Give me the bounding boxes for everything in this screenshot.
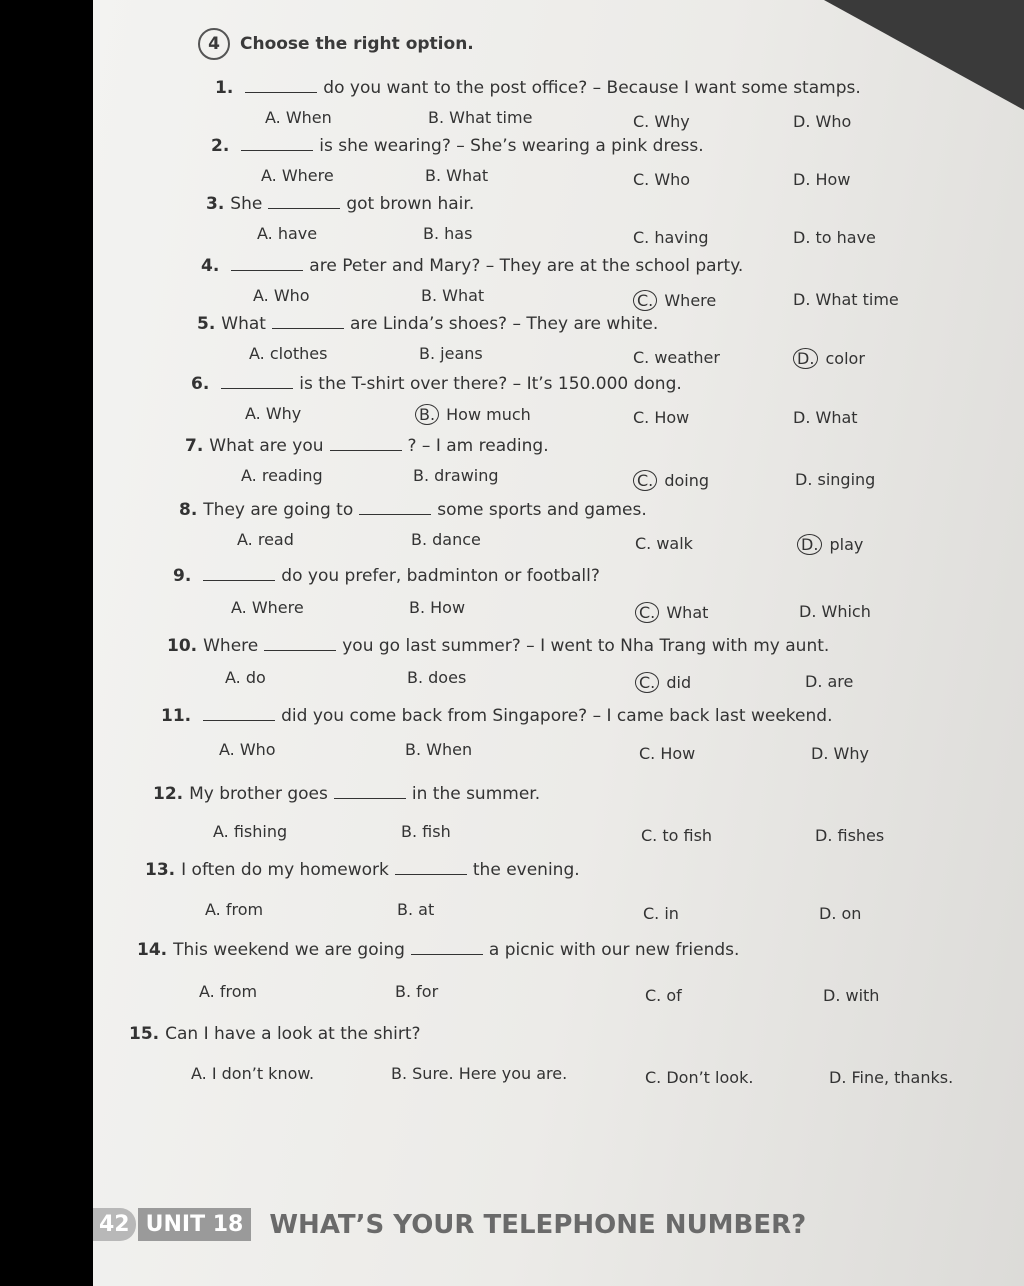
answer-option: A. from — [205, 900, 264, 919]
answer-option: B. has — [423, 224, 473, 243]
question-text: is the T-shirt over there? – It’s 150.000 dong. — [299, 374, 682, 394]
answer-option: C. Who — [633, 170, 691, 189]
question-line — [129, 1024, 421, 1044]
answer-option: A. Where — [261, 166, 334, 185]
answer-option: D. Why — [811, 744, 869, 763]
answer-option: A. have — [257, 224, 318, 243]
answer-option: C. How — [633, 408, 690, 427]
question-number: 11. — [161, 706, 192, 726]
answer-option: C. to fish — [641, 826, 713, 845]
question-text: are Linda’s shoes? – They are white. — [349, 314, 659, 334]
question-number: 1. — [215, 78, 234, 98]
answer-option: A. read — [237, 530, 294, 549]
section-heading: Choose the right option. — [240, 34, 474, 54]
answer-option: A. I don’t know. — [191, 1064, 315, 1083]
unit-title: WHAT’S YOUR TELEPHONE NUMBER? — [269, 1209, 807, 1240]
answer-blank — [221, 387, 293, 389]
question-text: ? – I am reading. — [407, 436, 549, 456]
question-text: I often do my homework — [181, 860, 389, 880]
circled-letter: C. — [635, 672, 659, 693]
answer-option: B. When — [405, 740, 473, 759]
question-text: do you prefer, badminton or football? — [281, 566, 600, 586]
answer-option: D. are — [805, 672, 854, 691]
answer-blank — [245, 91, 317, 93]
answer-option: C. Where — [633, 290, 716, 311]
page-footer — [93, 1208, 806, 1241]
answer-blank — [334, 797, 406, 799]
answer-option: A. clothes — [249, 344, 328, 363]
answer-option: C. Don’t look. — [645, 1068, 754, 1087]
answer-option: D. Fine, thanks. — [829, 1068, 954, 1087]
question-text: got brown hair. — [346, 194, 475, 214]
question-text: some sports and games. — [437, 500, 647, 520]
question-line — [211, 136, 704, 156]
answer-option: D. What — [793, 408, 858, 427]
answer-option: C. in — [643, 904, 679, 923]
unit-label: UNIT 18 — [138, 1208, 252, 1241]
question-number: 10. — [167, 636, 198, 656]
answer-option: C. doing — [633, 470, 709, 491]
answer-option: C. Why — [633, 112, 690, 131]
question-line — [153, 784, 540, 804]
question-number: 15. — [129, 1024, 160, 1044]
question-text: are Peter and Mary? – They are at the school party. — [309, 256, 744, 276]
question-line — [206, 194, 474, 214]
answer-option: C. What — [635, 602, 708, 623]
circled-letter: D. — [797, 534, 822, 555]
question-number: 2. — [211, 136, 230, 156]
circled-letter: B. — [415, 404, 439, 425]
question-number: 3. — [206, 194, 225, 214]
question-line — [173, 566, 600, 586]
question-number: 12. — [153, 784, 184, 804]
question-number: 9. — [173, 566, 192, 586]
question-line — [197, 314, 658, 334]
answer-option: D. color — [793, 348, 865, 369]
section-number-badge: 4 — [198, 28, 230, 60]
question-number: 14. — [137, 940, 168, 960]
question-text: you go last summer? – I went to Nha Trang with my aunt. — [342, 636, 830, 656]
question-line — [137, 940, 739, 960]
question-line — [191, 374, 682, 394]
answer-option: B. dance — [411, 530, 481, 549]
answer-option: B. How much — [415, 404, 531, 425]
answer-option: B. What — [425, 166, 489, 185]
answer-option: D. singing — [795, 470, 876, 489]
answer-option: A. When — [265, 108, 332, 127]
answer-blank — [272, 327, 344, 329]
question-text: This weekend we are going — [173, 940, 405, 960]
answer-option: A. fishing — [213, 822, 288, 841]
answer-option: C. having — [633, 228, 709, 247]
question-text: the evening. — [472, 860, 580, 880]
workbook-page — [93, 0, 1024, 1286]
question-text: a picnic with our new friends. — [488, 940, 740, 960]
answer-blank — [330, 449, 402, 451]
answer-option: B. What time — [428, 108, 533, 127]
answer-option: D. to have — [793, 228, 876, 247]
answer-option: B. fish — [401, 822, 451, 841]
question-line — [161, 706, 832, 726]
question-line — [179, 500, 647, 520]
answer-blank — [203, 719, 275, 721]
answer-option: D. Who — [793, 112, 852, 131]
question-number: 6. — [191, 374, 210, 394]
answer-blank — [241, 149, 313, 151]
question-number: 4. — [201, 256, 220, 276]
answer-option: D. on — [819, 904, 862, 923]
answer-option: A. Where — [231, 598, 304, 617]
answer-blank — [268, 207, 340, 209]
question-line — [185, 436, 549, 456]
answer-option: D. Which — [799, 602, 871, 621]
question-number: 7. — [185, 436, 204, 456]
answer-option: C. How — [639, 744, 696, 763]
answer-option: C. walk — [635, 534, 693, 553]
answer-option: B. for — [395, 982, 439, 1001]
question-text: did you come back from Singapore? – I came back last weekend. — [281, 706, 833, 726]
circled-letter: D. — [793, 348, 818, 369]
answer-blank — [231, 269, 303, 271]
answer-option: D. How — [793, 170, 851, 189]
answer-option: C. of — [645, 986, 682, 1005]
answer-option: D. with — [823, 986, 880, 1005]
question-text: in the summer. — [411, 784, 541, 804]
answer-option: B. What — [421, 286, 485, 305]
answer-blank — [411, 953, 483, 955]
circled-letter: C. — [635, 602, 659, 623]
answer-option: B. does — [407, 668, 467, 687]
answer-option: B. jeans — [419, 344, 483, 363]
question-text: is she wearing? – She’s wearing a pink dress. — [319, 136, 704, 156]
answer-option: A. Who — [253, 286, 310, 305]
answer-option: D. What time — [793, 290, 899, 309]
answer-option: A. Who — [219, 740, 276, 759]
question-text: Where — [203, 636, 259, 656]
page-number: 42 — [93, 1208, 136, 1241]
answer-blank — [264, 649, 336, 651]
question-number: 8. — [179, 500, 198, 520]
question-text: They are going to — [203, 500, 354, 520]
answer-option: A. reading — [241, 466, 323, 485]
answer-option: B. How — [409, 598, 466, 617]
answer-option: D. fishes — [815, 826, 885, 845]
question-text: do you want to the post office? – Because I want some stamps. — [323, 78, 861, 98]
answer-option: A. do — [225, 668, 266, 687]
answer-blank — [359, 513, 431, 515]
answer-blank — [395, 873, 467, 875]
question-line — [167, 636, 829, 656]
answer-option: D. play — [797, 534, 863, 555]
question-line — [215, 78, 861, 98]
question-text: Can I have a look at the shirt? — [165, 1024, 421, 1044]
answer-option: C. weather — [633, 348, 720, 367]
question-number: 5. — [197, 314, 216, 334]
question-text: My brother goes — [189, 784, 328, 804]
question-text: She — [230, 194, 263, 214]
answer-option: B. Sure. Here you are. — [391, 1064, 568, 1083]
question-text: What are you — [209, 436, 324, 456]
answer-option: B. at — [397, 900, 435, 919]
question-number: 13. — [145, 860, 176, 880]
circled-letter: C. — [633, 470, 657, 491]
circled-letter: C. — [633, 290, 657, 311]
answer-option: A. from — [199, 982, 258, 1001]
answer-option: B. drawing — [413, 466, 499, 485]
question-line — [201, 256, 743, 276]
question-text: What — [221, 314, 266, 334]
question-line — [145, 860, 580, 880]
answer-blank — [203, 579, 275, 581]
answer-option: A. Why — [245, 404, 302, 423]
answer-option: C. did — [635, 672, 691, 693]
section-header — [198, 28, 474, 60]
